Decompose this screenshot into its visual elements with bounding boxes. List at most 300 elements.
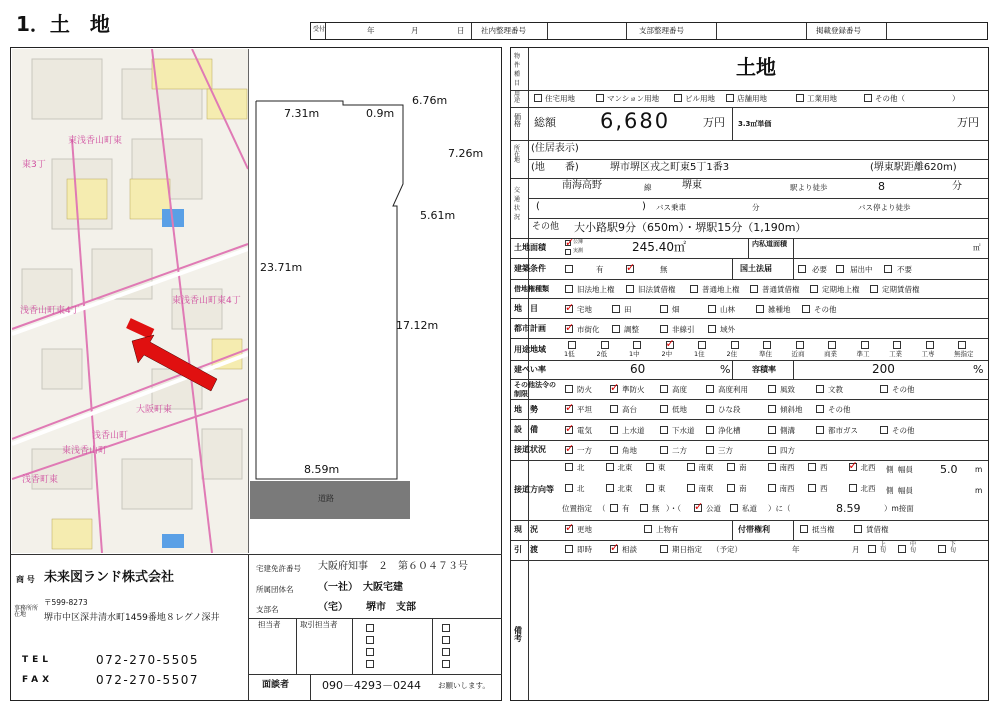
road-access-option: 四方	[780, 446, 795, 455]
zoning-option: 工専	[921, 350, 935, 358]
staff-checkbox[interactable]	[442, 624, 450, 632]
land-category-option: 田	[624, 305, 632, 314]
build-cond-checkbox[interactable]	[626, 265, 634, 273]
direction-checkbox[interactable]	[727, 463, 735, 471]
national-law-checkbox[interactable]	[798, 265, 806, 273]
station-distance: (堺東駅距離620m)	[870, 162, 957, 173]
use-checkbox[interactable]	[726, 94, 734, 102]
zoning-option: 2住	[726, 350, 738, 358]
header-strip	[310, 22, 988, 40]
designation-part: ）に（	[768, 504, 791, 513]
national-law-option: 届出中	[850, 265, 873, 274]
property-form	[510, 47, 989, 701]
equipment-checkbox[interactable]	[660, 426, 668, 434]
other-access-label: その他	[532, 222, 560, 232]
land-category-checkbox[interactable]	[756, 305, 764, 313]
header-day: 日	[457, 26, 465, 35]
staff-person-label: 担当者	[258, 620, 281, 629]
zoning-checkbox[interactable]	[763, 341, 771, 349]
designation-checkbox[interactable]	[694, 504, 702, 512]
road-label: 道路	[318, 494, 334, 503]
status-option: 上物有	[656, 525, 679, 534]
branch-type: （宅）	[318, 602, 348, 613]
delivery-option: 相談	[622, 545, 637, 554]
plot-dim-bottom: 8.59m	[304, 463, 340, 476]
equipment-checkbox[interactable]	[880, 426, 888, 434]
zoning-option: 1住	[694, 350, 705, 358]
direction-checkbox[interactable]	[727, 484, 735, 492]
company-label: 商 号	[16, 575, 35, 584]
association-name: （一社） 大阪宅建	[318, 582, 403, 593]
direction-option: 北	[577, 463, 585, 472]
map-label: 浅香山町	[92, 431, 129, 441]
designation-part: （	[598, 504, 606, 513]
bcr-value: 60	[630, 362, 646, 376]
equipment-label: 設 備	[514, 425, 538, 434]
land-category-option: 山林	[720, 305, 735, 314]
area-kind-label: 公簿	[573, 239, 584, 245]
land-category-checkbox[interactable]	[802, 305, 810, 313]
city-planning-checkbox[interactable]	[565, 325, 573, 333]
frontage-value: 8.59	[836, 502, 861, 515]
zoning-option: 準工	[856, 350, 870, 358]
direction-checkbox[interactable]	[606, 463, 614, 471]
use-checkbox[interactable]	[864, 94, 872, 102]
direction-option: 西	[820, 484, 828, 493]
designation-checkbox[interactable]	[730, 504, 738, 512]
road-access-option: 三方	[718, 446, 733, 455]
terrain-checkbox[interactable]	[565, 405, 573, 413]
equipment-option: 都市ガス	[828, 426, 858, 435]
national-law-checkbox[interactable]	[836, 265, 844, 273]
status-checkbox[interactable]	[565, 525, 573, 533]
direction-checkbox[interactable]	[808, 463, 816, 471]
designation-part: ）・（	[666, 504, 681, 513]
direction-checkbox[interactable]	[606, 484, 614, 492]
leasehold-checkbox[interactable]	[810, 285, 818, 293]
build-cond-label: 建築条件	[514, 264, 546, 273]
map-label: 大阪町東	[136, 405, 173, 415]
national-law-option: 必要	[812, 265, 827, 274]
status-label: 現 況	[514, 525, 538, 534]
designation-part: 私道	[742, 504, 757, 513]
status-option: 更地	[577, 525, 592, 534]
national-law-checkbox[interactable]	[884, 265, 892, 273]
designation-checkbox[interactable]	[610, 504, 618, 512]
traffic-label: 交通状況	[514, 187, 521, 221]
equipment-checkbox[interactable]	[565, 426, 573, 434]
terrain-checkbox[interactable]	[610, 405, 618, 413]
road-access-option: 一方	[577, 446, 592, 455]
delivery-month: 月	[852, 545, 860, 554]
terrain-label: 地 勢	[514, 405, 538, 414]
direction-side: 側	[886, 465, 894, 474]
delivery-option: 中旬	[910, 541, 917, 554]
plot-dim-right: 17.12m	[396, 319, 439, 332]
status-checkbox[interactable]	[644, 525, 652, 533]
header-year: 年	[367, 26, 375, 35]
rights-option: 賃借権	[866, 525, 889, 534]
total-label: 総額	[534, 116, 556, 129]
delivery-checkbox[interactable]	[610, 545, 618, 553]
leasehold-label: 借地権種類	[514, 285, 549, 293]
direction-option: 北西	[860, 484, 876, 493]
staff-checkbox[interactable]	[442, 648, 450, 656]
far-label: 容積率	[752, 365, 776, 374]
direction-option: 南	[739, 463, 747, 472]
build-cond-option: 無	[660, 265, 668, 274]
city-planning-checkbox[interactable]	[612, 325, 620, 333]
delivery-checkbox[interactable]	[660, 545, 668, 553]
delivery-option: 期日指定	[672, 545, 702, 554]
type-label: 物件種目	[514, 53, 521, 87]
interview-label: 面談者	[262, 680, 290, 690]
zoning-checkbox[interactable]	[828, 341, 836, 349]
designation-label: 位置指定	[562, 504, 592, 513]
terrain-checkbox[interactable]	[706, 405, 714, 413]
equipment-checkbox[interactable]	[706, 426, 714, 434]
fax-label: FAX	[22, 675, 54, 685]
address-display-label: (住居表示)	[531, 143, 579, 154]
equipment-option: 浄化槽	[718, 426, 741, 435]
equipment-option: 上水道	[622, 426, 645, 435]
land-area-value: 245.40㎡	[632, 240, 686, 254]
designation-part: ）m接面	[884, 504, 914, 513]
use-checkbox[interactable]	[596, 94, 604, 102]
equipment-option: その他	[892, 426, 915, 435]
train-line: 南海高野	[562, 180, 602, 191]
zoning-checkbox[interactable]	[893, 341, 901, 349]
width-value: 5.0	[940, 463, 958, 476]
terrain-option: 高台	[622, 405, 637, 414]
direction-checkbox[interactable]	[565, 484, 573, 492]
zoning-option: 工業	[889, 350, 902, 358]
remarks-label: 備 考	[514, 626, 530, 643]
designation-part: 無	[652, 504, 660, 513]
designation-part: 有	[622, 504, 630, 513]
equipment-checkbox[interactable]	[816, 426, 824, 434]
leasehold-checkbox[interactable]	[750, 285, 758, 293]
width-label: 幅員	[898, 465, 913, 474]
direction-option: 南西	[779, 484, 795, 493]
plot-dim-step: 5.61m	[420, 209, 456, 222]
fax-number: 072-270-5507	[96, 673, 200, 687]
private-road-label: 内私道面積	[752, 240, 787, 248]
staff-handler-label: 取引担当者	[300, 620, 338, 629]
other-access: 大小路駅9分（650m）・堺駅15分（1,190m）	[574, 221, 807, 234]
bus-walk-label: バス停より徒歩	[858, 203, 911, 212]
zoning-option: 無指定	[954, 350, 974, 358]
law-checkbox[interactable]	[816, 385, 824, 393]
price-label: 価格	[514, 113, 521, 128]
designation-part: 公道	[706, 504, 721, 513]
delivery-option: 下旬	[950, 541, 957, 554]
law-checkbox[interactable]	[610, 385, 618, 393]
branch-label: 支部名	[256, 605, 279, 614]
use-option: マンション用地	[607, 94, 660, 103]
staff-checkbox[interactable]	[366, 636, 374, 644]
rights-checkbox[interactable]	[800, 525, 808, 533]
plot-dim-right-upper: 7.26m	[448, 147, 484, 160]
national-law-option: 不要	[897, 265, 912, 274]
road-access-checkbox[interactable]	[565, 446, 573, 454]
leasehold-checkbox[interactable]	[690, 285, 698, 293]
use-checkbox[interactable]	[674, 94, 682, 102]
law-checkbox[interactable]	[660, 385, 668, 393]
address-label-right: 所在地	[514, 145, 521, 164]
staff-checkbox[interactable]	[366, 648, 374, 656]
map-label: 東浅香山町東4丁	[172, 296, 241, 306]
address-label: 事務所所在地	[14, 605, 39, 618]
bus-open: (	[536, 201, 540, 212]
zoning-option: 2低	[596, 350, 608, 358]
leasehold-option: 普通地上権	[702, 285, 740, 294]
leasehold-option: 普通賃借権	[762, 285, 800, 294]
bcr-unit: %	[720, 363, 731, 376]
road-access-checkbox[interactable]	[610, 446, 618, 454]
law-option: 高度利用	[718, 385, 748, 394]
law-checkbox[interactable]	[768, 385, 776, 393]
company-name: 未来図ランド株式会社	[44, 570, 175, 585]
delivery-label: 引 渡	[514, 545, 538, 554]
location-map	[12, 49, 248, 553]
land-category-option: その他	[814, 305, 837, 314]
bus-close: )	[642, 201, 646, 212]
designation-checkbox[interactable]	[640, 504, 648, 512]
leasehold-option: 旧法地上権	[577, 285, 615, 294]
direction-checkbox[interactable]	[646, 463, 654, 471]
license-label: 宅建免許番号	[256, 564, 301, 573]
leasehold-option: 定期地上権	[822, 285, 860, 294]
zip-code: 〒599-8273	[44, 598, 88, 607]
land-category-option: 畑	[672, 305, 680, 314]
direction-option: 北東	[617, 484, 633, 493]
map-label: 浅香山町東4丁	[20, 306, 80, 316]
other-laws-label: その他法令の制限	[514, 381, 556, 398]
bus-label: バス乗車	[656, 203, 686, 212]
plot-dim-top-right: 6.76m	[412, 94, 448, 107]
equipment-option: 下水道	[672, 426, 695, 435]
plot-dim-left: 23.71m	[260, 261, 303, 274]
zoning-checkbox[interactable]	[601, 341, 609, 349]
build-cond-option: 有	[596, 265, 604, 274]
staff-checkbox[interactable]	[442, 660, 450, 668]
law-checkbox[interactable]	[565, 385, 573, 393]
bcr-label: 建ぺい率	[514, 365, 546, 374]
header-internal: 社内整理番号	[481, 26, 526, 35]
zoning-option: 近商	[791, 350, 805, 358]
zoning-checkbox[interactable]	[958, 341, 966, 349]
plot-dim-top-left: 7.31m	[284, 107, 320, 120]
map-label: 東浅香山町	[62, 446, 108, 456]
area-kind-checkbox[interactable]	[565, 249, 571, 255]
staff-checkbox[interactable]	[366, 660, 374, 668]
company-address: 堺市中区深井清水町1459番地８レグノ深井	[44, 613, 220, 623]
delivery-checkbox[interactable]	[868, 545, 876, 553]
zoning-checkbox[interactable]	[861, 341, 869, 349]
direction-option: 東	[658, 463, 666, 472]
delivery-checkbox[interactable]	[938, 545, 946, 553]
zoning-checkbox[interactable]	[698, 341, 706, 349]
law-option: 風致	[780, 385, 795, 394]
road-access-option: 角地	[622, 446, 637, 455]
law-checkbox[interactable]	[880, 385, 888, 393]
equipment-option: 側溝	[780, 426, 795, 435]
land-category-checkbox[interactable]	[612, 305, 620, 313]
direction-checkbox[interactable]	[849, 463, 857, 471]
leasehold-option: 定期賃借権	[882, 285, 920, 294]
direction-checkbox[interactable]	[768, 463, 776, 471]
land-category-option: 宅地	[577, 305, 592, 314]
rights-checkbox[interactable]	[854, 525, 862, 533]
direction-checkbox[interactable]	[849, 484, 857, 492]
tel-number: 072-270-5505	[96, 653, 200, 667]
direction-side: 側	[886, 486, 894, 495]
page-title: 1．土 地	[16, 12, 110, 36]
lot-label: (地 番)	[531, 162, 579, 173]
contact-phone: 090－4293－0244	[322, 679, 421, 692]
width-unit: m	[975, 486, 983, 495]
delivery-checkbox[interactable]	[898, 545, 906, 553]
road-direction-label: 接道方向等	[514, 485, 554, 494]
equipment-checkbox[interactable]	[768, 426, 776, 434]
map-label: 浅香町東	[22, 475, 59, 485]
city-planning-option: 非線引	[672, 325, 695, 334]
use-option: ビル用地	[685, 94, 715, 103]
direction-option: 北	[577, 484, 585, 493]
land-category-option: 雑種地	[768, 305, 791, 314]
terrain-option: 低地	[672, 405, 687, 414]
law-option: 防火	[577, 385, 592, 394]
zoning-checkbox[interactable]	[568, 341, 576, 349]
direction-checkbox[interactable]	[565, 463, 573, 471]
price-value: 6,680	[600, 109, 671, 133]
price-unit: 万円	[703, 116, 725, 129]
contact-note: お願いします。	[438, 681, 490, 690]
land-category-checkbox[interactable]	[565, 305, 573, 313]
zoning-option: 準住	[759, 350, 772, 358]
land-area-label: 土地面積	[514, 243, 546, 252]
zoning-checkbox[interactable]	[731, 341, 739, 349]
station-name: 堺東	[682, 180, 702, 191]
city-planning-label: 都市計画	[514, 324, 546, 333]
zoning-checkbox[interactable]	[633, 341, 641, 349]
direction-checkbox[interactable]	[687, 484, 695, 492]
walk-minutes: 8	[878, 180, 885, 193]
terrain-option: 平坦	[577, 405, 592, 414]
tsubo-price-unit: 万円	[957, 116, 979, 129]
area-kind-checkbox[interactable]	[565, 240, 571, 246]
map-label: 東3丁	[22, 160, 46, 170]
direction-option: 西	[820, 463, 828, 472]
law-checkbox[interactable]	[706, 385, 714, 393]
direction-checkbox[interactable]	[687, 463, 695, 471]
walk-label: 駅より徒歩	[790, 183, 828, 192]
delivery-year: 年	[792, 545, 800, 554]
far-value: 200	[872, 362, 895, 376]
width-unit: m	[975, 465, 983, 474]
direction-option: 南東	[698, 463, 714, 472]
tel-label: TEL	[22, 655, 53, 665]
header-month: 月	[411, 26, 419, 35]
direction-option: 北東	[617, 463, 633, 472]
direction-checkbox[interactable]	[768, 484, 776, 492]
license-number: 大阪府知事 ２ 第６０４７３号	[318, 561, 468, 572]
plot-dim-top-mid: 0.9m	[366, 107, 395, 120]
branch-name: 堺市 支部	[366, 602, 416, 613]
header-ledger: 掲載登録番号	[816, 26, 861, 35]
road-access-checkbox[interactable]	[660, 446, 668, 454]
delivery-option: 上旬	[880, 541, 887, 554]
road-access-option: 二方	[672, 446, 687, 455]
zoning-option: 2中	[661, 350, 673, 358]
leasehold-option: 旧法賃借権	[638, 285, 676, 294]
use-checkbox[interactable]	[796, 94, 804, 102]
law-option: その他	[892, 385, 915, 394]
leasehold-checkbox[interactable]	[565, 285, 573, 293]
equipment-option: 電気	[577, 426, 592, 435]
zoning-option: 商業	[824, 350, 837, 358]
city-planning-option: 域外	[720, 325, 735, 334]
use-option-close: ）	[952, 94, 960, 103]
direction-checkbox[interactable]	[808, 484, 816, 492]
land-category-checkbox[interactable]	[708, 305, 716, 313]
map-label: 東浅香山町東	[68, 136, 123, 146]
equipment-checkbox[interactable]	[610, 426, 618, 434]
zoning-checkbox[interactable]	[666, 341, 674, 349]
staff-checkbox[interactable]	[442, 636, 450, 644]
walk-unit: 分	[952, 181, 962, 192]
tsubo-price-label: 3.3㎡単価	[738, 120, 772, 128]
direction-checkbox[interactable]	[646, 484, 654, 492]
zoning-checkbox[interactable]	[796, 341, 804, 349]
road-access-checkbox[interactable]	[706, 446, 714, 454]
terrain-option: 傾斜地	[780, 405, 803, 414]
delivery-option: （予定）	[712, 545, 742, 554]
header-branch: 支部整理番号	[639, 26, 684, 35]
terrain-option: その他	[828, 405, 851, 414]
city-planning-checkbox[interactable]	[708, 325, 716, 333]
direction-option: 北西	[860, 463, 876, 472]
lot-number: 堺市堺区戎之町東5丁1番3	[610, 162, 730, 173]
road-access-checkbox[interactable]	[768, 446, 776, 454]
city-planning-checkbox[interactable]	[660, 325, 668, 333]
area-kind-label: 実測	[573, 248, 584, 254]
association-label: 所属団体名	[256, 585, 294, 594]
use-checkbox[interactable]	[534, 94, 542, 102]
leasehold-checkbox[interactable]	[870, 285, 878, 293]
terrain-checkbox[interactable]	[768, 405, 776, 413]
terrain-checkbox[interactable]	[660, 405, 668, 413]
direction-option: 南西	[779, 463, 795, 472]
width-label: 幅員	[898, 486, 913, 495]
land-category-checkbox[interactable]	[660, 305, 668, 313]
direction-option: 南東	[698, 484, 714, 493]
rights-label: 付帯権利	[738, 525, 770, 534]
staff-checkbox[interactable]	[366, 624, 374, 632]
leasehold-checkbox[interactable]	[626, 285, 634, 293]
zoning-checkbox[interactable]	[926, 341, 934, 349]
use-option: 工業用地	[807, 94, 837, 103]
bus-minutes-unit: 分	[752, 203, 760, 212]
build-cond-checkbox[interactable]	[565, 265, 573, 273]
line-suffix: 線	[644, 183, 652, 192]
terrain-checkbox[interactable]	[816, 405, 824, 413]
delivery-checkbox[interactable]	[565, 545, 573, 553]
law-option: 準防火	[622, 385, 645, 394]
header-receipt: 受付	[313, 26, 326, 33]
terrain-option: ひな段	[718, 405, 741, 414]
